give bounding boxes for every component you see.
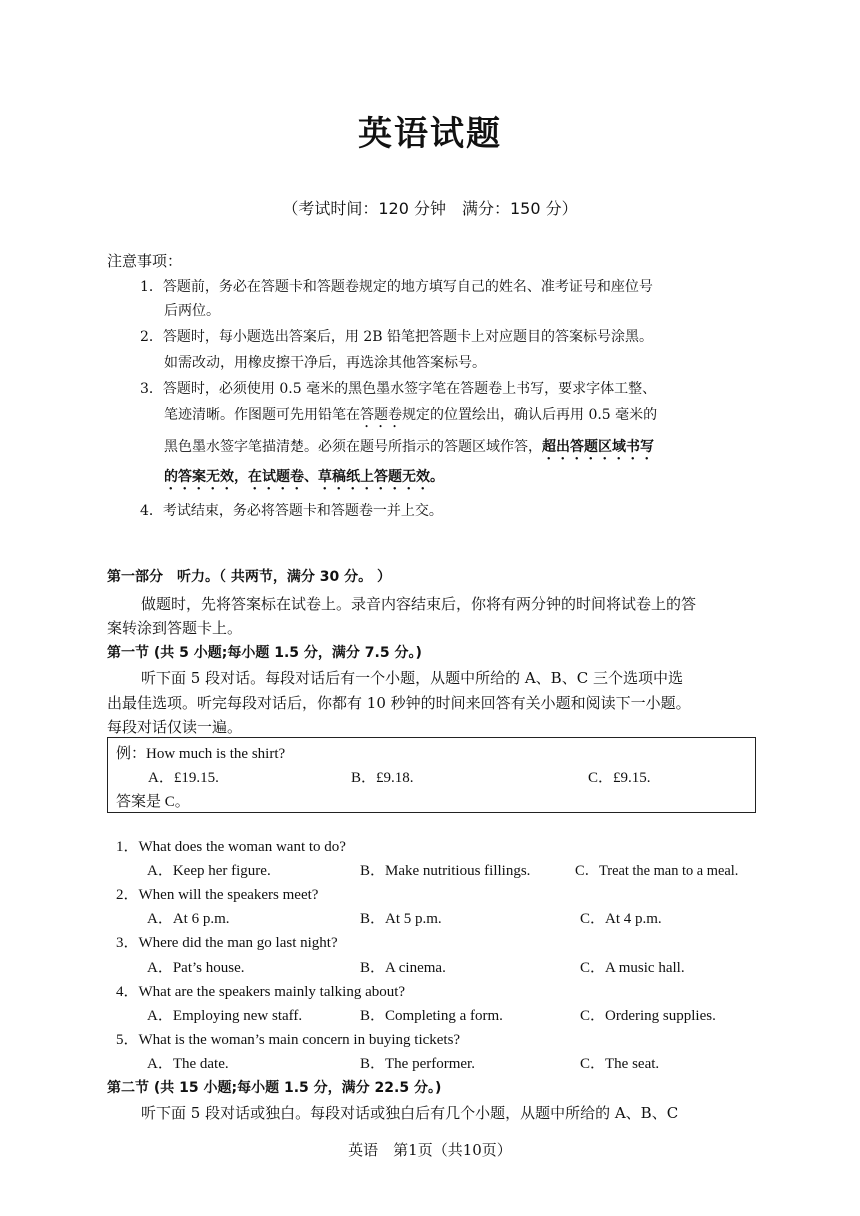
section1-intro-line-1: 听下面 5 段对话。每段对话后有一个小题，从题中所给的 A、B、C 三个选项中选 (141, 669, 683, 687)
notice-item-4-line-1: 4．考试结束，务必将答题卡和答题卷一并上交。 (140, 503, 443, 519)
question-1-option-b: B．Make nutritious fillings. (360, 863, 531, 879)
section2-heading: 第二节 (共 15 小题;每小题 1.5 分，满分 22.5 分。) (107, 1080, 442, 1096)
section1-intro-line-2: 出最佳选项。听完每段对话后，你都有 10 秒钟的时间来回答有关小题和阅读下一小题。 (107, 694, 691, 712)
example-option-b: B．£9.18. (351, 770, 414, 786)
part1-intro-line-1: 做题时，先将答案标在试卷上。录音内容结束后，你将有两分钟的时间将试卷上的答 (141, 595, 697, 613)
notice-item-3-line-3 (164, 436, 654, 463)
question-2-option-a: A．At 6 p.m. (147, 911, 230, 927)
example-box (107, 737, 756, 813)
notice-item-3-line-2b: 规定的位置绘出，确认后再用 0.5 毫米的 (402, 407, 658, 423)
example-question: 例：How much is the shirt? (116, 746, 286, 762)
section1-intro-line-3: 每段对话仅读一遍。 (107, 718, 243, 736)
question-2-option-c: C．At 4 p.m. (580, 911, 662, 927)
question-5-option-a: A．The date. (147, 1056, 229, 1072)
notice-item-3-line-3a: 黑色墨水签字笔描清楚。必须在题号所指示的答题区域作答， (164, 439, 542, 455)
exam-info: （考试时间：120 分钟 满分：150 分） (282, 199, 578, 218)
question-3-option-c: C．A music hall. (580, 960, 685, 976)
notice-item-3-line-2 (164, 404, 657, 431)
question-5: 5．What is the woman’s main concern in buying tickets? (116, 1032, 461, 1048)
notice-heading: 注意事项： (107, 252, 183, 270)
question-3: 3．Where did the man go last night? (116, 935, 338, 951)
notice-item-3-line-4: 的答案无效，在试题卷、草稿纸上答题无效。 (164, 469, 444, 485)
notice-item-2-line-2: 如需改动，用橡皮擦干净后，再选涂其他答案标号。 (164, 355, 486, 371)
question-1-option-c: C．Treat the man to a meal. (575, 863, 739, 879)
question-3-option-b: B．A cinema. (360, 960, 446, 976)
question-3-option-a: A．Pat’s house. (147, 960, 245, 976)
question-5-option-c: C．The seat. (580, 1056, 660, 1072)
question-4-option-b: B．Completing a form. (360, 1008, 503, 1024)
notice-item-3-bold-1: 超出答题区域书写 (542, 439, 654, 455)
example-answer: 答案是 C。 (116, 794, 190, 810)
notice-item-3-line-2a: 笔迹清晰。作图题可先用铅笔在 (164, 407, 360, 423)
notice-item-1-line-2: 后两位。 (164, 303, 220, 319)
notice-item-1-line-1: 1．答题前，务必在答题卡和答题卷规定的地方填写自己的姓名、准考证号和座位号 (140, 279, 653, 295)
section2-intro-line-1: 听下面 5 段对话或独白。每段对话或独白后有几个小题，从题中所给的 A、B、C (141, 1104, 679, 1122)
example-option-a: A．£19.15. (148, 770, 219, 786)
question-1-option-a: A．Keep her figure. (147, 863, 271, 879)
question-5-option-b: B．The performer. (360, 1056, 475, 1072)
part1-intro-line-2: 案转涂到答题卡上。 (107, 619, 243, 637)
question-4-option-a: A．Employing new staff. (147, 1008, 303, 1024)
section1-heading: 第一节 (共 5 小题;每小题 1.5 分，满分 7.5 分。) (107, 645, 422, 661)
page-footer: 英语 第1页（共10页） (348, 1141, 512, 1159)
question-2: 2．When will the speakers meet? (116, 887, 319, 903)
question-4-option-c: C．Ordering supplies. (580, 1008, 716, 1024)
notice-item-3-line-1: 3．答题时，必须使用 0.5 毫米的黑色墨水签字笔在答题卷上书写，要求字体工整、 (140, 381, 657, 397)
question-2-option-b: B．At 5 p.m. (360, 911, 442, 927)
notice-item-2-line-1: 2．答题时，每小题选出答案后，用 2B 铅笔把答题卡上对应题目的答案标号涂黑。 (140, 329, 654, 345)
page-title: 英语试题 (358, 114, 502, 154)
question-1: 1．What does the woman want to do? (116, 839, 346, 855)
part1-heading: 第一部分 听力。（ 共两节，满分 30 分。 ） (107, 569, 391, 585)
example-option-c: C．£9.15. (588, 770, 651, 786)
question-4: 4．What are the speakers mainly talking about? (116, 984, 406, 1000)
notice-item-3-dotted: 答题卷 (360, 407, 402, 423)
